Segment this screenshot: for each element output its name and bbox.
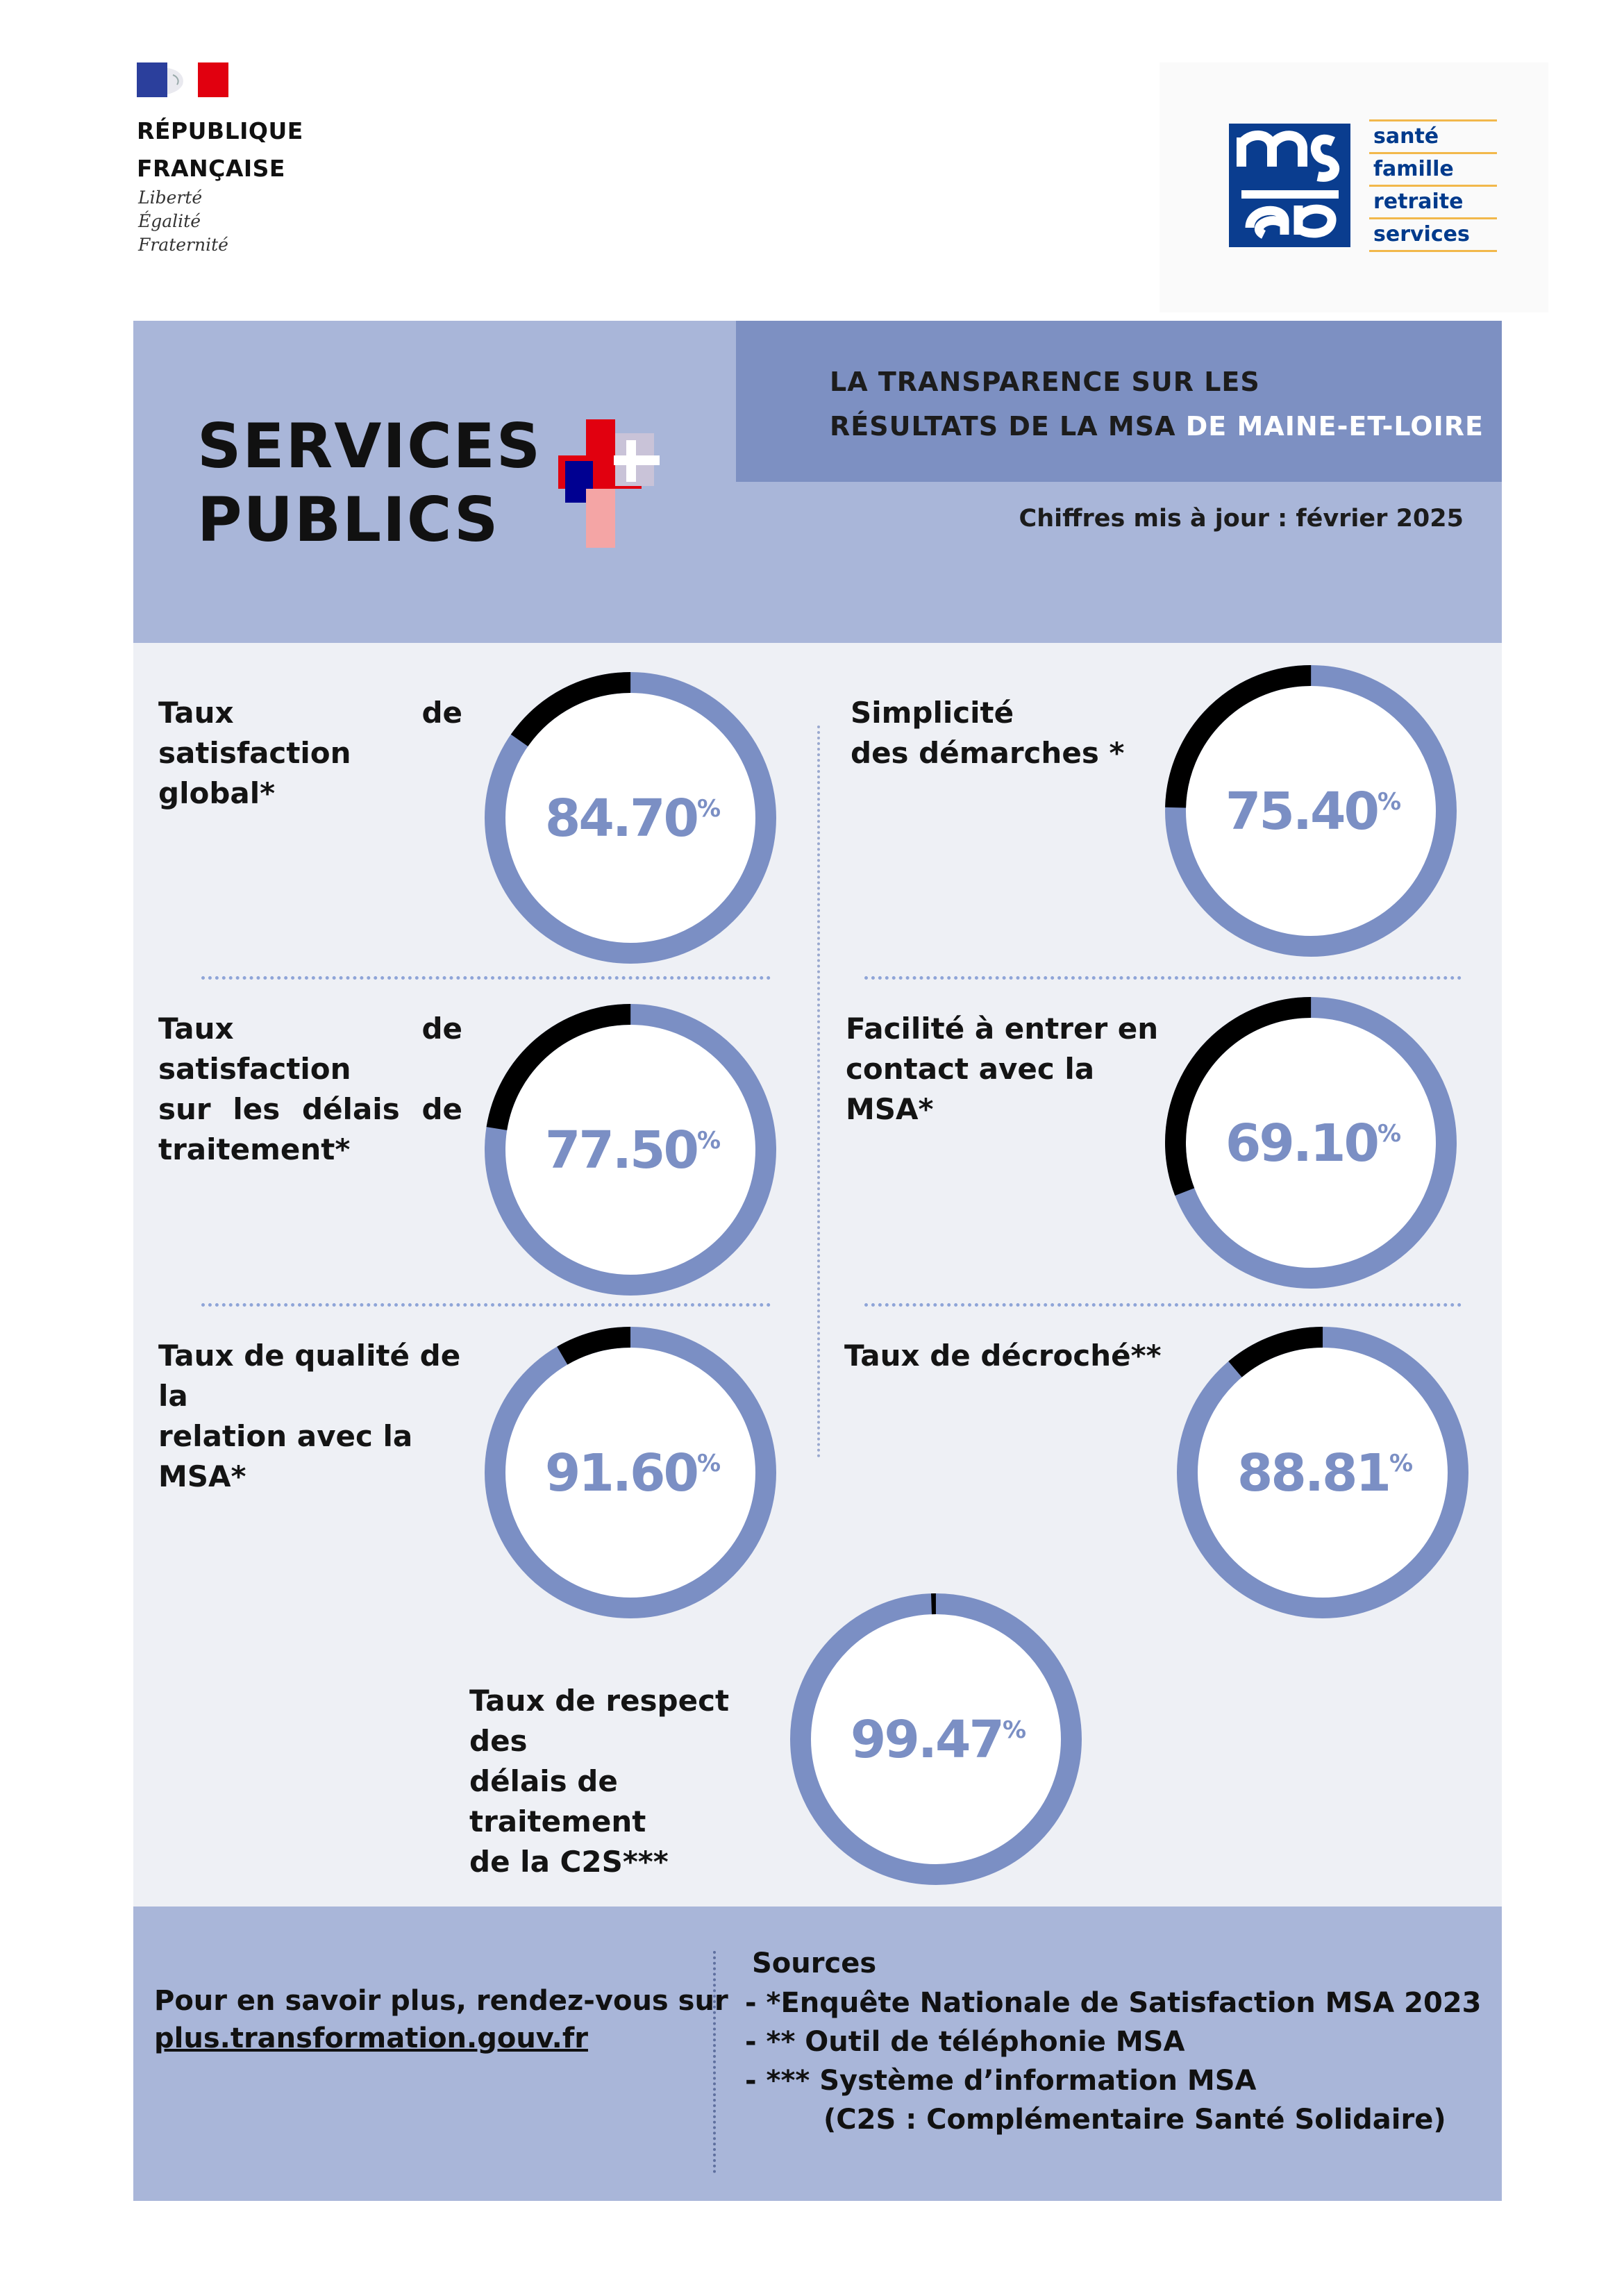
- last-updated: Chiffres mis à jour : février 2025: [1019, 505, 1464, 533]
- label-line: Simplicité: [851, 696, 1014, 730]
- gauge-value: 91.60%: [544, 1443, 719, 1503]
- banner-title-line1: LA TRANSPARENCE SUR LES: [830, 367, 1260, 397]
- msa-tag-retraite: retraite: [1369, 185, 1497, 217]
- gauge-contact-ease: [1162, 994, 1460, 1292]
- source-item: - *** Système d’information MSA: [745, 2065, 1257, 2097]
- label-line: global*: [158, 776, 276, 810]
- gauge-pickup-rate: [1173, 1323, 1472, 1622]
- gauge-global-satisfaction: [481, 669, 780, 967]
- banner-title-prefix: RÉSULTATS DE LA MSA: [830, 411, 1186, 442]
- row-separator: [864, 1303, 1462, 1307]
- gauge-c2s-processing: [787, 1590, 1085, 1888]
- marianne-flag-logo: [137, 62, 228, 97]
- motto-fraternite: Fraternité: [138, 235, 228, 255]
- row-separator: [201, 976, 771, 980]
- gauge-value: 84.70%: [544, 789, 719, 848]
- republic-motto: [138, 186, 228, 257]
- banner-title-box: [736, 321, 1502, 482]
- francaise-line: FRANÇAISE: [137, 155, 285, 182]
- label-line: des démarches *: [851, 736, 1125, 770]
- gauge-processing-time-satisfaction: [481, 1000, 780, 1299]
- label-line: sur les délais de: [158, 1092, 462, 1126]
- column-divider: [817, 726, 820, 1458]
- label-line: de la C2S***: [469, 1845, 669, 1879]
- source-item: (C2S : Complémentaire Santé Solidaire): [823, 2104, 1446, 2136]
- gauge-value: 75.40%: [1225, 782, 1400, 841]
- brand-line-services: SERVICES: [197, 410, 542, 482]
- label-line: délais de traitement: [469, 1764, 646, 1838]
- more-info-link[interactable]: plus.transformation.gouv.fr: [154, 2022, 588, 2054]
- services-publics-brand: [197, 410, 542, 557]
- row-separator: [201, 1303, 771, 1307]
- label-line: Taux de satisfaction: [158, 696, 462, 770]
- label-line: relation avec la MSA*: [158, 1419, 413, 1493]
- label-line: Taux de satisfaction: [158, 1012, 462, 1086]
- banner-title-line2: [830, 411, 1484, 442]
- source-item: - ** Outil de téléphonie MSA: [745, 2026, 1185, 2058]
- msa-tag-sante: santé: [1369, 119, 1497, 152]
- gauge-simplicity: [1162, 662, 1460, 960]
- more-info-text: Pour en savoir plus, rendez-vous sur: [154, 1985, 728, 2017]
- metric-label-contact-ease: [846, 1009, 1172, 1130]
- label-line: Taux de décroché**: [844, 1339, 1162, 1373]
- msa-tag-services: services: [1369, 217, 1497, 252]
- source-item: - *Enquête Nationale de Satisfaction MSA 2023: [745, 1987, 1482, 2019]
- msa-logo-icon: [1229, 124, 1350, 247]
- services-publics-plus-icon: [558, 419, 662, 548]
- metric-label-pickup-rate: [844, 1336, 1171, 1376]
- republique-francaise-title: [137, 112, 303, 187]
- label-line: contact avec la MSA*: [846, 1052, 1095, 1126]
- gauge-value: 88.81%: [1237, 1443, 1412, 1503]
- motto-liberte: Liberté: [138, 187, 203, 208]
- gauge-value: 77.50%: [544, 1121, 719, 1180]
- label-line: traitement*: [158, 1132, 351, 1166]
- gauge-value: 99.47%: [850, 1710, 1025, 1770]
- metric-label-c2s-processing: [469, 1681, 796, 1882]
- more-info: [154, 1982, 728, 2057]
- metric-label-relationship-quality: [158, 1336, 485, 1497]
- label-line: Taux de qualité de la: [158, 1339, 461, 1413]
- footer-divider: [713, 1951, 716, 2173]
- metric-label-global-satisfaction: [158, 693, 462, 814]
- gauge-value: 69.10%: [1225, 1114, 1400, 1173]
- msa-tag-famille: famille: [1369, 152, 1497, 185]
- metric-label-processing-time-satisfaction: [158, 1009, 462, 1170]
- metric-label-simplicity: [851, 693, 1128, 773]
- gauge-relationship-quality: [481, 1323, 780, 1622]
- republique-line: RÉPUBLIQUE: [137, 117, 303, 144]
- msa-tagline: [1369, 119, 1497, 252]
- label-line: Facilité à entrer en: [846, 1012, 1159, 1046]
- banner-title-region: DE MAINE-ET-LOIRE: [1185, 411, 1484, 442]
- sources-title: Sources: [752, 1947, 877, 1979]
- motto-egalite: Égalité: [138, 211, 201, 231]
- brand-line-publics: PUBLICS: [197, 484, 500, 555]
- label-line: Taux de respect des: [469, 1684, 730, 1758]
- row-separator: [864, 976, 1462, 980]
